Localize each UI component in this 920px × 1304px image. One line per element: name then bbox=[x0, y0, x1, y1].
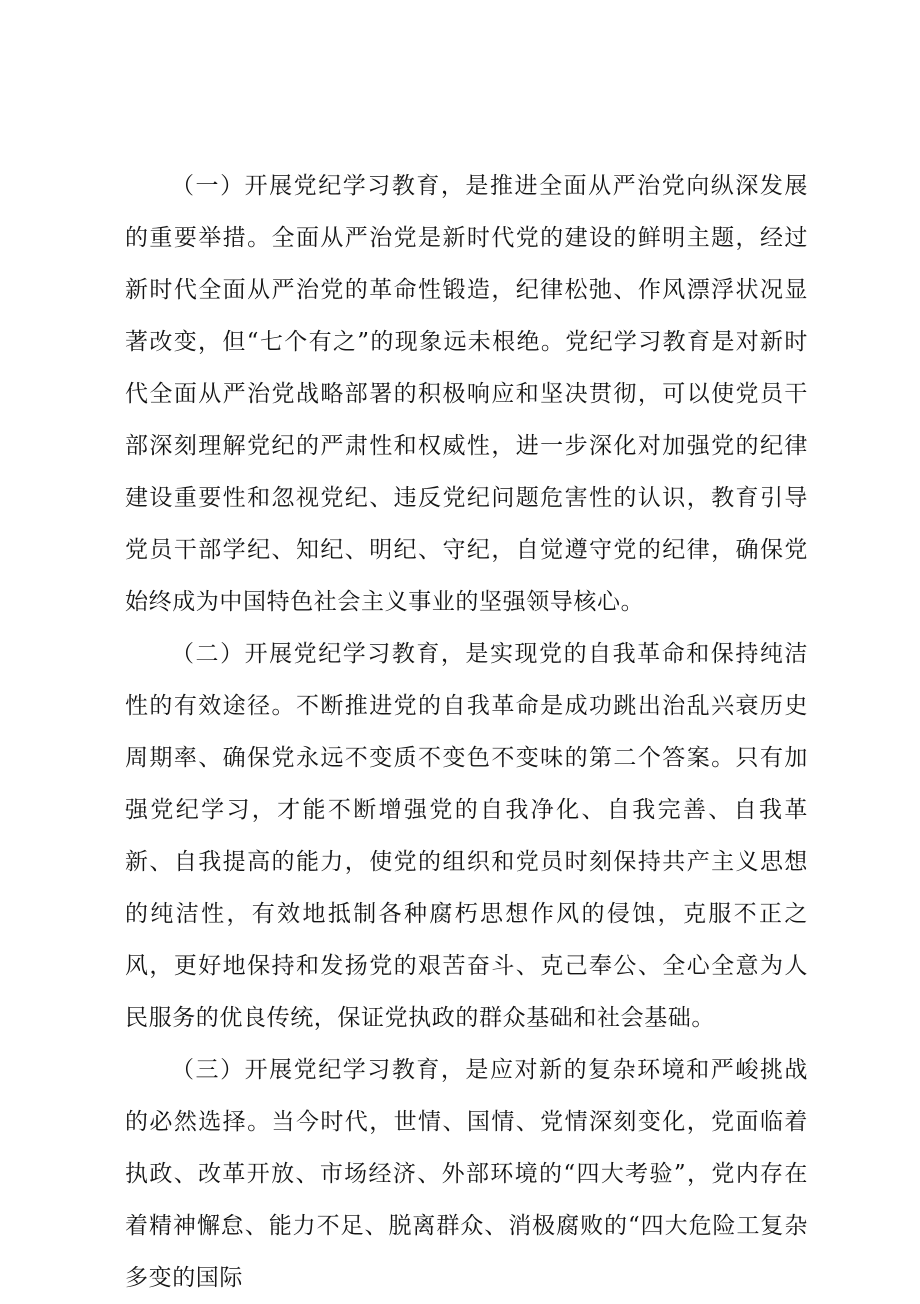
paragraph-2: （二）开展党纪学习教育，是实现党的自我革命和保持纯洁性的有效途径。不断推进党的自我革命是成功跳出治乱兴衰历史周期率、确保党永远不变质不变色不变味的第二个答案。只有加强党纪学习，才能不断增强党的自我净化、自我完善、自我革新、自我提高的能力，使党的组织和党员时刻保持共产主义思想的纯洁性，有效地抵制各种腐朽思想作风的侵蚀，克服不正之风，更好地保持和发扬党的艰苦奋斗、克己奉公、全心全意为人民服务的优良传统，保证党执政的群众基础和社会基础。 bbox=[125, 641, 808, 1031]
paragraph-3: （三）开展党纪学习教育，是应对新的复杂环境和严峻挑战的必然选择。当今时代，世情、国情、党情深刻变化，党面临着执政、改革开放、市场经济、外部环境的“四大考验”，党内存在着精神懈怠、能力不足、脱离群众、消极腐败的“四大危险工复杂多变的国际 bbox=[125, 1057, 808, 1291]
document-body bbox=[125, 160, 808, 1304]
paragraph-1: （一）开展党纪学习教育，是推进全面从严治党向纵深发展的重要举措。全面从严治党是新时代党的建设的鲜明主题，经过新时代全面从严治党的革命性锻造，纪律松弛、作风漂浮状况显著改变，但“七个有之”的现象远未根绝。党纪学习教育是对新时代全面从严治党战略部署的积极响应和坚决贯彻，可以使党员干部深刻理解党纪的严肃性和权威性，进一步深化对加强党的纪律建设重要性和忽视党纪、违反党纪问题危害性的认识，教育引导党员干部学纪、知纪、明纪、守纪，自觉遵守党的纪律，确保党始终成为中国特色社会主义事业的坚强领导核心。 bbox=[125, 173, 808, 615]
